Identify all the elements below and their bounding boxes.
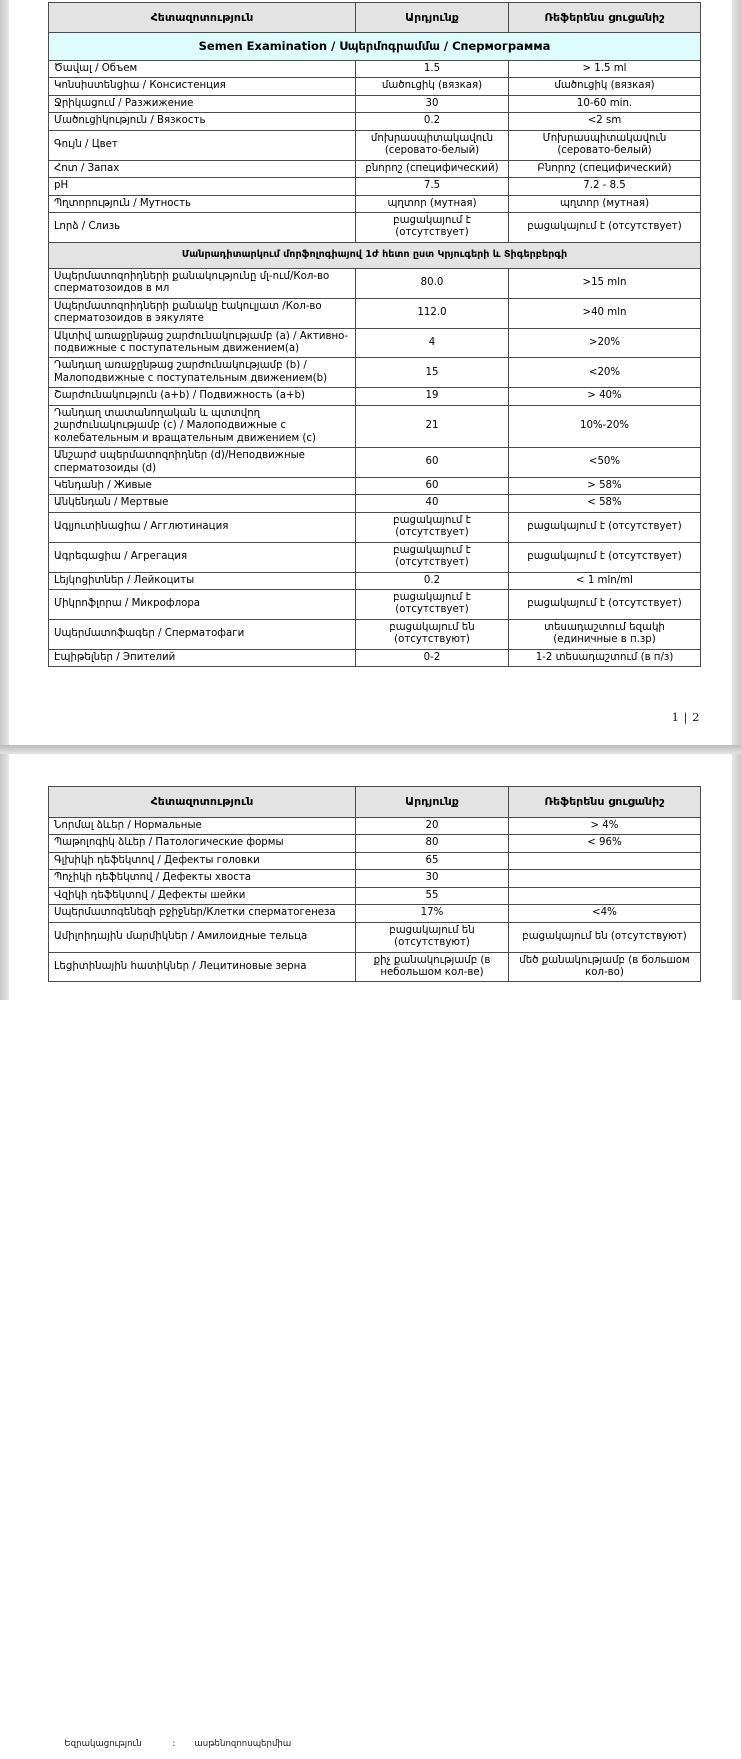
table-row bbox=[49, 212, 701, 242]
table-row bbox=[49, 590, 701, 620]
cell-reference-value: 1-2 տեսադաշտում (в п/з) bbox=[509, 649, 701, 666]
conclusion-value: ասթենոզոոսպերմիա bbox=[194, 1739, 292, 1749]
cell-test-name: Միկրոֆլորա / Микрофлора bbox=[49, 590, 356, 620]
cell-reference-value: 7.2 - 8.5 bbox=[509, 178, 701, 195]
cell-test-name: Սպերմատոզոիդների քանակը էակուլյատ /Кол-во сперматозоидов в эякуляте bbox=[49, 298, 356, 328]
table-header-row bbox=[49, 787, 701, 818]
column-header-name: Հետազոտություն bbox=[49, 787, 356, 818]
cell-test-name: Պաթոլոգիկ ձևեր / Патологические формы bbox=[49, 835, 356, 852]
cell-test-name: Մածուցիկություն / Вязкость bbox=[49, 113, 356, 130]
table-row bbox=[49, 358, 701, 388]
table-row bbox=[49, 388, 701, 405]
cell-result-value: 40 bbox=[356, 495, 509, 512]
cell-result-value: 4 bbox=[356, 328, 509, 358]
document-page-1 bbox=[9, 0, 732, 745]
document-page-2 bbox=[9, 754, 732, 1749]
table-row bbox=[49, 818, 701, 835]
cell-test-name: Ագրեգացիա / Агрегация bbox=[49, 542, 356, 572]
cell-reference-value: մածուցիկ (вязкая) bbox=[509, 78, 701, 95]
table-row bbox=[49, 178, 701, 195]
cell-reference-value: >15 mln bbox=[509, 268, 701, 298]
conclusion-colon: : bbox=[172, 1739, 176, 1749]
cell-reference-value bbox=[509, 852, 701, 869]
cell-result-value: 60 bbox=[356, 477, 509, 494]
table-row bbox=[49, 952, 701, 982]
table-row bbox=[49, 477, 701, 494]
cell-test-name: Կոնսիստենցիա / Консистенция bbox=[49, 78, 356, 95]
cell-reference-value: բացակայում է (отсутствует) bbox=[509, 512, 701, 542]
cell-result-value: 17% bbox=[356, 905, 509, 922]
cell-result-value: 15 bbox=[356, 358, 509, 388]
column-header-result: Արդյունք bbox=[356, 3, 509, 34]
column-header-reference: Ռեֆերենս ցուցանիշ bbox=[509, 787, 701, 818]
cell-result-value: բացակայում են (отсутствуют) bbox=[356, 922, 509, 952]
cell-reference-value: բացակայում է (отсутствует) bbox=[509, 212, 701, 242]
table-row bbox=[49, 405, 701, 447]
cell-test-name: Սպերմատոզոիդների քանակությունը մլ-ում/Кол-во сперматозоидов в мл bbox=[49, 268, 356, 298]
cell-result-value: 0.2 bbox=[356, 113, 509, 130]
cell-reference-value: տեսադաշտում եզակի (единичные в п.зр) bbox=[509, 619, 701, 649]
column-header-result: Արդյունք bbox=[356, 787, 509, 818]
cell-test-name: Կենդանի / Живые bbox=[49, 477, 356, 494]
table-row bbox=[49, 113, 701, 130]
semen-examination-table bbox=[48, 32, 701, 667]
cell-test-name: Վզիկի դեֆեկտով / Дефекты шейки bbox=[49, 887, 356, 904]
table-header-row bbox=[49, 3, 701, 34]
viewer-left-margin bbox=[0, 0, 9, 1000]
cell-reference-value: մեծ քանակությամբ (в большом кол-во) bbox=[509, 952, 701, 982]
table-row bbox=[49, 95, 701, 112]
table-row bbox=[49, 495, 701, 512]
table-row bbox=[49, 328, 701, 358]
cell-result-value: 7.5 bbox=[356, 178, 509, 195]
cell-test-name: Լորձ / Слизь bbox=[49, 212, 356, 242]
table-row bbox=[49, 887, 701, 904]
cell-test-name: Պոչիկի դեֆեկտով / Дефекты хвоста bbox=[49, 870, 356, 887]
cell-result-value: 55 bbox=[356, 887, 509, 904]
cell-test-name: Գլխիկի դեֆեկտով / Дефекты головки bbox=[49, 852, 356, 869]
cell-test-name: Անշարժ սպերմատոզոիդներ (d)/Неподвижные сперматозоиды (d) bbox=[49, 448, 356, 478]
cell-test-name: pH bbox=[49, 178, 356, 195]
table-row bbox=[49, 852, 701, 869]
cell-result-value: 19 bbox=[356, 388, 509, 405]
table-row bbox=[49, 61, 701, 78]
semen-examination-header-table bbox=[48, 2, 701, 34]
cell-result-value: բացակայում է (отсутствует) bbox=[356, 590, 509, 620]
cell-result-value: պղտոր (мутная) bbox=[356, 195, 509, 212]
cell-reference-value bbox=[509, 870, 701, 887]
cell-reference-value: < 1 mln/ml bbox=[509, 572, 701, 589]
cell-result-value: 80.0 bbox=[356, 268, 509, 298]
cell-reference-value: >40 mln bbox=[509, 298, 701, 328]
cell-reference-value: > 4% bbox=[509, 818, 701, 835]
cell-reference-value: >20% bbox=[509, 328, 701, 358]
table-row bbox=[49, 448, 701, 478]
cell-result-value: 0-2 bbox=[356, 649, 509, 666]
page-indicator: 1 | 2 bbox=[671, 710, 700, 724]
cell-reference-value: Բնորոշ (специфический) bbox=[509, 160, 701, 177]
cell-reference-value: պղտոր (мутная) bbox=[509, 195, 701, 212]
cell-result-value: բացակայում է (отсутствует) bbox=[356, 542, 509, 572]
cell-result-value: 112.0 bbox=[356, 298, 509, 328]
section-banner-semen-examination bbox=[49, 33, 701, 61]
cell-reference-value: <4% bbox=[509, 905, 701, 922]
cell-test-name: Շարժունակություն (a+b) / Подвижность (a+b) bbox=[49, 388, 356, 405]
cell-test-name: Դանդաղ տատանողական և պտտվող շարժունակությամբ (c) / Малоподвижные с колебательным и вращательным движением (c) bbox=[49, 405, 356, 447]
cell-result-value: 60 bbox=[356, 448, 509, 478]
cell-reference-value: Մոխրասպիտակավուն (серовато-белый) bbox=[509, 130, 701, 160]
table-row bbox=[49, 542, 701, 572]
column-header-reference: Ռեֆերենս ցուցանիշ bbox=[509, 3, 701, 34]
cell-reference-value: 10%-20% bbox=[509, 405, 701, 447]
cell-test-name: Պղտորություն / Мутность bbox=[49, 195, 356, 212]
cell-reference-value: բացակայում է (отсутствует) bbox=[509, 542, 701, 572]
cell-result-value: 30 bbox=[356, 870, 509, 887]
cell-result-value: բնորոշ (специфический) bbox=[356, 160, 509, 177]
table-row bbox=[49, 835, 701, 852]
table-row bbox=[49, 130, 701, 160]
table-row bbox=[49, 572, 701, 589]
cell-test-name: Անկենդան / Мертвые bbox=[49, 495, 356, 512]
section-header-label: Մանրադիտարկում մորֆոլոգիայով 1ժ հետո ըստ Կրյուգերի և Տիգերբերգի bbox=[49, 242, 701, 268]
cell-result-value: քիչ քանակությամբ (в небольшом кол-ве) bbox=[356, 952, 509, 982]
conclusion-line bbox=[48, 1729, 291, 1759]
section-banner-label: Semen Examination / Սպերմոգրամմա / Спермограмма bbox=[49, 33, 701, 61]
cell-reference-value: <50% bbox=[509, 448, 701, 478]
table-row bbox=[49, 922, 701, 952]
cell-test-name: Սպերմատոֆագեր / Сперматофаги bbox=[49, 619, 356, 649]
column-header-name: Հետազոտություն bbox=[49, 3, 356, 34]
viewer-right-margin bbox=[732, 0, 741, 1000]
cell-result-value: 1.5 bbox=[356, 61, 509, 78]
morphology-table bbox=[48, 786, 701, 982]
table-row bbox=[49, 870, 701, 887]
cell-test-name: Ագլյուտինացիա / Агглютинация bbox=[49, 512, 356, 542]
cell-reference-value: 10-60 min. bbox=[509, 95, 701, 112]
table-row bbox=[49, 512, 701, 542]
cell-reference-value: < 58% bbox=[509, 495, 701, 512]
cell-reference-value: <2 sm bbox=[509, 113, 701, 130]
table-row bbox=[49, 160, 701, 177]
conclusion-label: Եզրակացություն bbox=[64, 1739, 142, 1749]
cell-result-value: մածուցիկ (вязкая) bbox=[356, 78, 509, 95]
cell-test-name: Ծավալ / Объем bbox=[49, 61, 356, 78]
cell-result-value: 80 bbox=[356, 835, 509, 852]
cell-reference-value: > 1.5 ml bbox=[509, 61, 701, 78]
table-row bbox=[49, 268, 701, 298]
cell-reference-value: > 58% bbox=[509, 477, 701, 494]
table-row bbox=[49, 619, 701, 649]
table-row bbox=[49, 78, 701, 95]
cell-result-value: 0.2 bbox=[356, 572, 509, 589]
table-row bbox=[49, 649, 701, 666]
cell-test-name: Սպերմատոգենեզի բջիջներ/Клетки сперматогенеза bbox=[49, 905, 356, 922]
cell-result-value: 65 bbox=[356, 852, 509, 869]
table-row bbox=[49, 195, 701, 212]
cell-reference-value: բացակայում է (отсутствует) bbox=[509, 590, 701, 620]
cell-result-value: 20 bbox=[356, 818, 509, 835]
page-separator bbox=[0, 745, 741, 754]
cell-result-value: մոխրասպիտակավուն (серовато-белый) bbox=[356, 130, 509, 160]
cell-reference-value: բացակայում են (отсутствуют) bbox=[509, 922, 701, 952]
cell-test-name: Ամիլոիդային մարմիկներ / Амилоидные тельца bbox=[49, 922, 356, 952]
cell-test-name: Լեցիտինային հատիկներ / Лецитиновые зерна bbox=[49, 952, 356, 982]
cell-reference-value: < 96% bbox=[509, 835, 701, 852]
table-row bbox=[49, 905, 701, 922]
cell-test-name: Գույն / Цвет bbox=[49, 130, 356, 160]
cell-test-name: Հոտ / Запах bbox=[49, 160, 356, 177]
cell-test-name: Ջրիկացում / Разжижение bbox=[49, 95, 356, 112]
cell-test-name: Նորմալ ձևեր / Нормальные bbox=[49, 818, 356, 835]
cell-result-value: 21 bbox=[356, 405, 509, 447]
cell-test-name: Էպիթելներ / Эпителий bbox=[49, 649, 356, 666]
cell-test-name: Ակտիվ առաջընթաց շարժունակությամբ (a) / Активно-подвижные с поступательным движением(a) bbox=[49, 328, 356, 358]
cell-reference-value: <20% bbox=[509, 358, 701, 388]
cell-reference-value: > 40% bbox=[509, 388, 701, 405]
cell-result-value: 30 bbox=[356, 95, 509, 112]
cell-reference-value bbox=[509, 887, 701, 904]
cell-result-value: բացակայում է (отсутствует) bbox=[356, 212, 509, 242]
cell-test-name: Դանդաղ առաջընթաց շարժունակությամբ (b) / Малоподвижные с поступательным движением(b) bbox=[49, 358, 356, 388]
table-row bbox=[49, 298, 701, 328]
cell-result-value: բացակայում են (отсутствуют) bbox=[356, 619, 509, 649]
cell-result-value: բացակայում է (отсутствует) bbox=[356, 512, 509, 542]
section-header-morphology bbox=[49, 242, 701, 268]
cell-test-name: Լեյկոցիտներ / Лейкоциты bbox=[49, 572, 356, 589]
